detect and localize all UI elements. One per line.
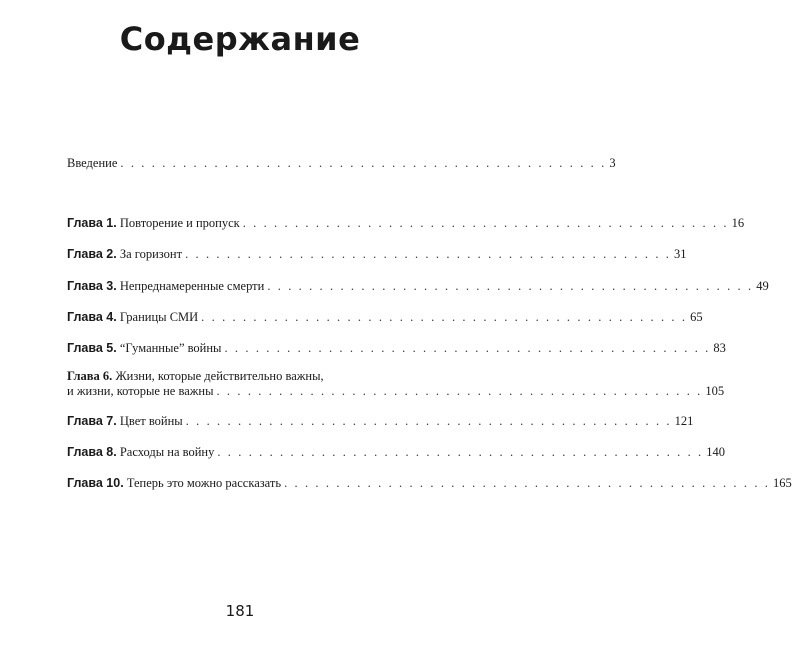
toc-entry-chapter-4[interactable] [67, 310, 703, 325]
dot-leader: . . . . . . . . . . . . . . . . . . . . . . . . . . . . . . . . . . . . . . . . . . . . . . . [216, 384, 703, 398]
toc-entry-chapter-7[interactable] [67, 414, 694, 429]
dot-leader: . . . . . . . . . . . . . . . . . . . . . . . . . . . . . . . . . . . . . . . . . . . . . . . [242, 216, 729, 230]
toc-entry-page: 31 [674, 247, 687, 261]
toc-entry-intro[interactable] [67, 156, 616, 171]
toc-entry-page: 16 [731, 216, 745, 230]
toc-entry-chapter-2[interactable] [67, 247, 687, 262]
toc-entry-chapter-10[interactable] [67, 476, 792, 491]
toc-entry-chapter-1[interactable] [67, 216, 745, 231]
chapter-title-continued: и жизни, которые не важны [67, 384, 214, 398]
chapter-number: Глава 10. [67, 476, 124, 490]
chapter-number: Глава 7. [67, 414, 117, 428]
chapter-title: Теперь это можно рассказать [126, 476, 282, 490]
chapter-title: За горизонт [119, 247, 183, 261]
chapter-title: Непреднамеренные смерти [119, 279, 265, 293]
page-title: Содержание [119, 20, 361, 58]
chapter-title: Повторение и пропуск [119, 216, 240, 230]
toc-entry-chapter-5[interactable] [67, 341, 726, 356]
dot-leader: . . . . . . . . . . . . . . . . . . . . . . . . . . . . . . . . . . . . . . . . . . . . . . . [224, 341, 711, 355]
page-number: 181 [225, 602, 255, 620]
toc-entry-page: 140 [706, 445, 726, 459]
chapter-number: Глава 2. [67, 247, 117, 261]
chapter-title: “Гуманные” войны [119, 341, 222, 355]
toc-entry-page: 121 [674, 414, 694, 428]
toc-entry-chapter-8[interactable] [67, 445, 726, 460]
toc-entry-page: 83 [713, 341, 726, 355]
toc-entry-page: 105 [705, 384, 725, 398]
chapter-title: Жизни, которые действительно важны, [115, 369, 324, 383]
toc-entry-page: 49 [756, 279, 769, 293]
toc-entry-chapter-3[interactable] [67, 279, 769, 294]
toc-entry-page: 3 [609, 156, 616, 170]
toc-entry-page: 65 [690, 310, 703, 324]
dot-leader: . . . . . . . . . . . . . . . . . . . . . . . . . . . . . . . . . . . . . . . . . . . . . . . [201, 310, 688, 324]
chapter-number: Глава 8. [67, 445, 117, 459]
chapter-title: Границы СМИ [119, 310, 199, 324]
chapter-number: Глава 6. [67, 369, 113, 383]
dot-leader: . . . . . . . . . . . . . . . . . . . . . . . . . . . . . . . . . . . . . . . . . . . . . . . [185, 247, 672, 261]
chapter-number: Глава 3. [67, 279, 117, 293]
chapter-number: Глава 1. [67, 216, 117, 230]
dot-leader: . . . . . . . . . . . . . . . . . . . . . . . . . . . . . . . . . . . . . . . . . . . . . . . [284, 476, 771, 490]
toc-entry-page: 165 [773, 476, 792, 490]
chapter-number: Глава 4. [67, 310, 117, 324]
dot-leader: . . . . . . . . . . . . . . . . . . . . . . . . . . . . . . . . . . . . . . . . . . . . . . . [185, 414, 672, 428]
dot-leader: . . . . . . . . . . . . . . . . . . . . . . . . . . . . . . . . . . . . . . . . . . . . . . . [120, 156, 607, 170]
dot-leader: . . . . . . . . . . . . . . . . . . . . . . . . . . . . . . . . . . . . . . . . . . . . . . . [267, 279, 754, 293]
toc-entry-label: Введение [67, 156, 118, 170]
dot-leader: . . . . . . . . . . . . . . . . . . . . . . . . . . . . . . . . . . . . . . . . . . . . . . . [217, 445, 704, 459]
chapter-number: Глава 5. [67, 341, 117, 355]
chapter-title: Расходы на войну [119, 445, 215, 459]
chapter-title: Цвет войны [119, 414, 183, 428]
toc-entry-chapter-6[interactable] [67, 369, 725, 399]
